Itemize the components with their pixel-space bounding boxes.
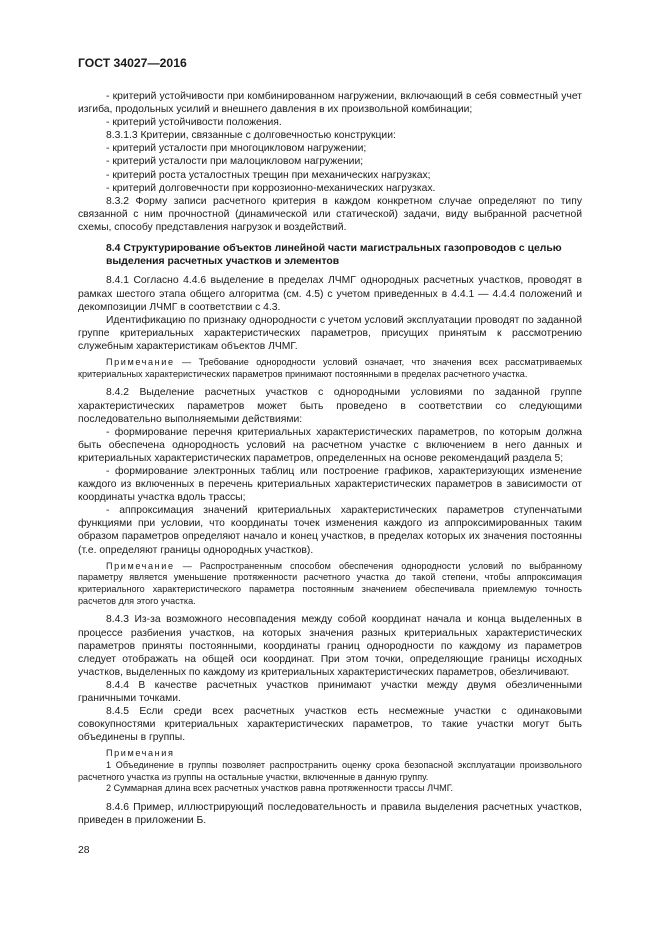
paragraph: 8.4.6 Пример, иллюстрирующий последовательность и правила выделения расчетных участков, приведен в приложении Б. xyxy=(78,802,582,827)
list-item: - критерий роста усталостных трещин при механических нагрузках; xyxy=(106,169,431,181)
list-item: - критерий устойчивости при комбинированном нагружении, включающий в себя совместный учет изгиба, продольных усилий и внешнего давления в их произвольной комбинации; xyxy=(78,91,582,116)
note xyxy=(78,357,582,380)
note-text: — Требование однородности условий означает, что значения всех рассматриваемых критериальных характеристических параметров принимают постоянными в пределах расчетного участка. xyxy=(78,357,582,379)
list-item: - критерий усталости при многоцикловом нагружении; xyxy=(106,143,367,155)
notes-heading: Примечания xyxy=(106,748,175,759)
list-item: - аппроксимация значений критериальных характеристических параметров ступенчатыми функциями при условии, что координаты точек изменения каждого из аппроксимированных таким образом параметров определяют начало и конец участков, в пределах которых их значения постоянны (т.е. определяют границы однородных участков). xyxy=(78,505,582,556)
note-text: — Распространенным способом обеспечения однородности условий по выбранному параметру является уменьшение протяженности расчетного участка до такой степени, чтобы аппроксимация критериального характеристического параметра постоянным значением обеспечивала приемлемую точность расчетов для этого участка. xyxy=(78,560,582,606)
paragraph: 8.4.5 Если среди всех расчетных участков есть несмежные участки с одинаковыми совокупностями критериальных характеристических параметров, то такие участки могут быть объединены в группы. xyxy=(78,706,582,744)
paragraph: Идентификацию по признаку однородности с учетом условий эксплуатации проводят по заданной группе критериальных характеристических параметров, присущих принятым к рассмотрению служебным характеристикам объектов ЛЧМГ. xyxy=(78,314,582,352)
paragraph: 8.3.2 Форму записи расчетного критерия в каждом конкретном случае определяют по типу связанной с ним прочностной (динамической или статической) задачи, виду выбранной расчетной схемы, способу представления нагрузок и воздействий. xyxy=(78,195,582,233)
list-item: - критерий устойчивости положения. xyxy=(106,117,282,129)
paragraph: 8.4.2 Выделение расчетных участков с однородными условиями по заданной группе характеристических параметров может быть проведено в соответствии со следующими последовательно выполняемыми действиями: xyxy=(78,387,582,425)
document-header: ГОСТ 34027—2016 xyxy=(78,56,187,70)
note xyxy=(78,561,582,608)
list-item: - критерий долговечности при коррозионно-механических нагрузках. xyxy=(106,182,436,194)
list-item: - формирование электронных таблиц или построение графиков, характеризующих изменение каждого из включенных в перечень критериальных характеристических параметров в зависимости от координаты участка вдоль трассы; xyxy=(78,465,582,504)
note-label: Примечание xyxy=(106,560,175,571)
note-label: Примечание xyxy=(106,357,175,367)
list-item: - формирование перечня критериальных характеристических параметров, по которым должна быть обеспечена однородность условий на расчетном участке с включением в него данных и критериальных характеристических параметров, определенных на основе рекомендаций раздела 5; xyxy=(78,426,582,464)
section-heading: 8.4 Структурирование объектов линейной части магистральных газопроводов с целью выделения расчетных участков и элементов xyxy=(106,243,562,268)
list-item: - критерий усталости при малоцикловом нагружении; xyxy=(106,156,364,168)
paragraph: 8.4.3 Из-за возможного несовпадения между собой координат начала и конца выделенных в процессе разбиения участков, на которых значения разных критериальных характеристических параметров приняты постоянными, координаты границ однородности по каждому из параметров следует отображать на общей оси координат. При этом точки, определяющие границы исходных участков, выделенных по каждому из критериальных характеристических параметров, обезличивают. xyxy=(78,614,582,678)
paragraph: 8.4.1 Согласно 4.4.6 выделение в пределах ЛЧМГ однородных расчетных участков, проводят в рамках шестого этапа общего алгоритма (см. 4.5) с учетом приведенных в 4.4.1 — 4.4.4 положений и декомпозиции ЛЧМГ в соответствии с 4.3. xyxy=(78,275,582,313)
paragraph: 8.4.4 В качестве расчетных участков принимают участки между двумя обезличенными граничными точками. xyxy=(78,679,582,704)
page-number: 28 xyxy=(78,845,90,856)
note-item: 1 Объединение в группы позволяет распространить оценку срока безопасной эксплуатации произвольного расчетного участка из группы на остальные участки, включенные в данную группу. xyxy=(78,760,582,782)
paragraph: 8.3.1.3 Критерии, связанные с долговечностью конструкции: xyxy=(106,130,396,142)
page-body xyxy=(78,90,582,827)
note-item: 2 Суммарная длина всех расчетных участков равна протяженности трассы ЛЧМГ. xyxy=(106,783,454,794)
